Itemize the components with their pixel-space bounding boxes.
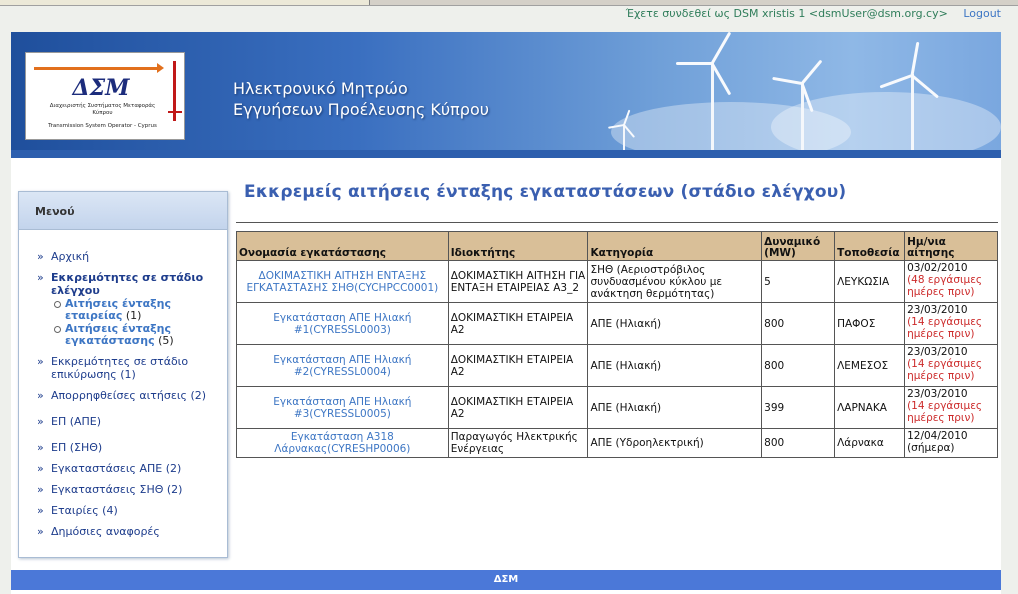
user-bar (0, 6, 1018, 26)
sidebar-item-pending-validation[interactable] (37, 355, 219, 381)
cell-name (237, 303, 449, 345)
sidebar-subitem-label[interactable]: Αιτήσεις ένταξης εταιρείας (65, 297, 172, 322)
installation-link[interactable]: ΔΟΚΙΜΑΣΤΙΚΗ ΑΙΤΗΣΗ ΕΝΤΑΞΗΣ ΕΓΚΑΤΑΣΤΑΣΗΣ ΣΗΘ(CYCHPCC0001) (246, 269, 439, 294)
cell-category: ΑΠΕ (Υδροηλεκτρική) (588, 429, 762, 458)
site-title-line-2: Εγγυήσεων Προέλευσης Κύπρου (233, 100, 489, 119)
days-ago-note: (48 εργάσιμες ημέρες πριν) (907, 274, 983, 298)
sidebar-item-label[interactable]: Εκκρεμότητες σε στάδιο επικύρωσης (1) (51, 355, 189, 381)
sidebar-item-label[interactable]: Δημόσιες αναφορές (51, 525, 160, 538)
cell-owner: ΔΟΚΙΜΑΣΤΙΚΗ ΕΤΑΙΡΕΙΑ Α2 (448, 303, 588, 345)
dsm-logo (25, 52, 185, 140)
table-row (237, 429, 998, 458)
sidebar-item-label[interactable]: Εκκρεμότητες σε στάδιο ελέγχου (51, 271, 204, 297)
sidebar-item-companies[interactable] (37, 504, 219, 517)
cell-capacity: 800 (762, 429, 835, 458)
banner-bottom-strip (11, 150, 1001, 158)
sidebar-item-rejected[interactable] (37, 389, 219, 402)
installation-link[interactable]: Εγκατάσταση ΑΠΕ Ηλιακή #2(CYRESSL0004) (273, 353, 412, 378)
cell-name (237, 429, 449, 458)
browser-tab-edge (0, 0, 370, 5)
column-header-owner: Ιδιοκτήτης (448, 232, 588, 261)
sidebar-subitem-installation-applications[interactable] (53, 323, 219, 347)
cell-category: ΑΠΕ (Ηλιακή) (588, 303, 762, 345)
cell-date (905, 429, 998, 458)
column-header-capacity: Δυναμικό (MW) (762, 232, 835, 261)
logo-subtitle: Κύπρου (92, 110, 113, 116)
footer: ΔΣΜ (11, 570, 1001, 590)
sidebar-subitem-count: (5) (158, 334, 174, 347)
application-date: 23/03/2010 (907, 388, 968, 400)
days-ago-note: (14 εργάσιμες ημέρες πριν) (907, 400, 983, 424)
cell-date (905, 345, 998, 387)
page-title: Εκκρεμείς αιτήσεις ένταξης εγκαταστάσεων (στάδιο ελέγχου) (244, 182, 847, 202)
sidebar-item-public-reports[interactable] (37, 525, 219, 538)
cell-owner: ΔΟΚΙΜΑΣΤΙΚΗ ΕΤΑΙΡΕΙΑ Α2 (448, 345, 588, 387)
cell-date (905, 261, 998, 303)
logo-subtitle: Διαχειριστής Συστήματος Μεταφοράς (49, 103, 156, 109)
sidebar-item-label[interactable]: ΕΠ (ΣΗΘ) (51, 441, 103, 454)
cell-category: ΣΗΘ (Αεριοστρόβιλος συνδυασμένου κύκλου με ανάκτηση θερμότητας) (588, 261, 762, 303)
cell-location: ΛΕΥΚΩΣΙΑ (835, 261, 905, 303)
logo-subtitle: Transmission System Operator - Cyprus (48, 123, 157, 129)
table-row (237, 261, 998, 303)
site-title (233, 78, 489, 120)
sidebar-subitem-label[interactable]: Αιτήσεις ένταξης εγκατάστασης (65, 322, 172, 347)
sidebar-item-go-chp[interactable] (37, 441, 219, 454)
cell-capacity: 399 (762, 387, 835, 429)
days-ago-note: (14 εργάσιμες ημέρες πριν) (907, 358, 983, 382)
application-date: 12/04/2010 (907, 430, 968, 442)
logged-in-user-text: Έχετε συνδεθεί ως DSM xristis 1 <dsmUser@dsm.org.cy> (625, 7, 948, 20)
page-frame (11, 32, 1001, 594)
cell-name (237, 261, 449, 303)
cell-category: ΑΠΕ (Ηλιακή) (588, 387, 762, 429)
cell-date (905, 387, 998, 429)
table-row (237, 303, 998, 345)
column-header-location: Τοποθεσία (835, 232, 905, 261)
sidebar-item-pending-check[interactable] (37, 271, 219, 347)
table-row (237, 345, 998, 387)
installation-link[interactable]: Εγκατάσταση ΑΠΕ Ηλιακή #3(CYRESSL0005) (273, 395, 412, 420)
sidebar-item-res-installations[interactable] (37, 462, 219, 475)
cell-date (905, 303, 998, 345)
sidebar-submenu (51, 298, 219, 347)
cell-name (237, 387, 449, 429)
cell-owner: ΔΟΚΙΜΑΣΤΙΚΗ ΑΙΤΗΣΗ ΓΙΑ ΕΝΤΑΞΗ ΕΤΑΙΡΕΙΑΣ Α3_2 (448, 261, 588, 303)
installation-link[interactable]: Εγκατάσταση Α318 Λάρνακας(CYRESHP0006) (274, 431, 411, 455)
sidebar-heading: Μενού (19, 192, 227, 230)
sidebar-menu (18, 191, 228, 558)
applications-table (236, 231, 998, 458)
table-header-row (237, 232, 998, 261)
site-title-line-1: Ηλεκτρονικό Μητρώο (233, 79, 408, 98)
column-header-category: Κατηγορία (588, 232, 762, 261)
cell-location: ΛΕΜΕΣΟΣ (835, 345, 905, 387)
column-header-date: Ημ/νια αίτησης (905, 232, 998, 261)
sidebar-item-label[interactable]: Απορρηφθείσες αιτήσεις (2) (51, 389, 207, 402)
sidebar-item-go-res[interactable] (37, 415, 219, 428)
cell-capacity: 5 (762, 261, 835, 303)
application-date: 23/03/2010 (907, 346, 968, 358)
installation-link[interactable]: Εγκατάσταση ΑΠΕ Ηλιακή #1(CYRESSL0003) (273, 311, 412, 336)
logout-link[interactable]: Logout (963, 7, 1001, 20)
sidebar-item-label[interactable]: Εταιρίες (4) (51, 504, 118, 517)
table-row (237, 387, 998, 429)
days-ago-note: (σήμερα) (907, 442, 955, 454)
sidebar-subitem-company-applications[interactable] (53, 298, 219, 322)
sidebar-item-label[interactable]: Αρχική (51, 250, 90, 263)
sidebar-menu-list (19, 230, 227, 538)
cell-location: ΠΑΦΟΣ (835, 303, 905, 345)
application-date: 03/02/2010 (907, 262, 968, 274)
sidebar-item-home[interactable] (37, 250, 219, 263)
cell-name (237, 345, 449, 387)
cell-owner: ΔΟΚΙΜΑΣΤΙΚΗ ΕΤΑΙΡΕΙΑ Α2 (448, 387, 588, 429)
header-banner (11, 32, 1001, 158)
sidebar-item-label[interactable]: ΕΠ (ΑΠΕ) (51, 415, 102, 428)
cell-category: ΑΠΕ (Ηλιακή) (588, 345, 762, 387)
cell-capacity: 800 (762, 303, 835, 345)
cloud-decoration (771, 92, 1001, 158)
cell-owner: Παραγωγός Ηλεκτρικής Ενέργειας (448, 429, 588, 458)
sidebar-item-label[interactable]: Εγκαταστάσεις ΣΗΘ (2) (51, 483, 183, 496)
days-ago-note: (14 εργάσιμες ημέρες πριν) (907, 316, 983, 340)
logo-text: ΔΣΜ (72, 75, 130, 101)
sidebar-item-chp-installations[interactable] (37, 483, 219, 496)
application-date: 23/03/2010 (907, 304, 968, 316)
sidebar-item-label[interactable]: Εγκαταστάσεις ΑΠΕ (2) (51, 462, 182, 475)
title-divider (236, 222, 998, 223)
cell-location: ΛΑΡΝΑΚΑ (835, 387, 905, 429)
cell-capacity: 800 (762, 345, 835, 387)
sidebar-subitem-count: (1) (125, 309, 142, 322)
column-header-name: Ονομασία εγκατάστασης (237, 232, 449, 261)
cell-location: Λάρνακα (835, 429, 905, 458)
